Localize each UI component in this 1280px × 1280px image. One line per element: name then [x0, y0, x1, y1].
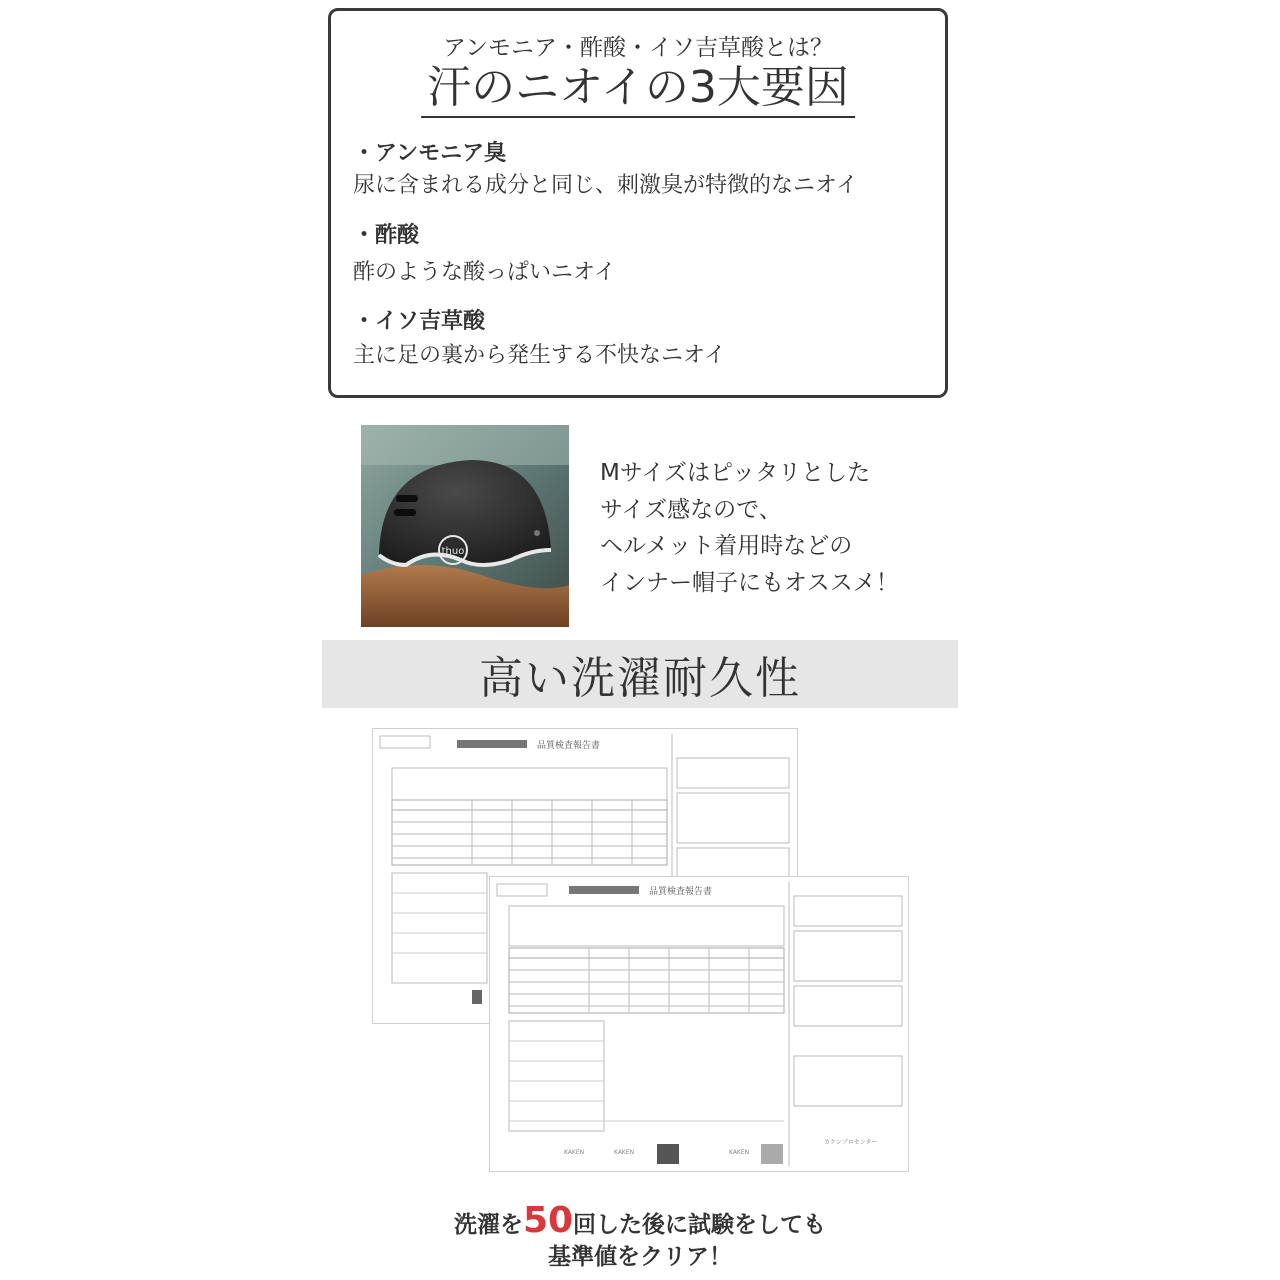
- odor-item-heading-isovaleric: ・イソ吉草酸: [353, 309, 486, 334]
- odor-item-desc-acetic: 酢のような酸っぱいニオイ: [353, 260, 616, 285]
- odor-item-heading-acetic: ・酢酸: [353, 223, 420, 248]
- report-footer-brand: KAKEN: [614, 1149, 635, 1156]
- wash-durability-title: 高い洗濯耐久性: [479, 653, 801, 704]
- wash-caption-post: 回した後に試験をしても: [573, 1212, 827, 1238]
- odor-box-title: 汗のニオイの3大要因: [421, 63, 855, 118]
- wash-durability-band: [322, 640, 958, 708]
- helmet-desc-line: サイズ感なので、: [600, 496, 782, 523]
- odor-info-box: [328, 8, 948, 398]
- report-title: 品質検査報告書: [649, 887, 713, 897]
- report-title: 品質検査報告書: [537, 741, 601, 751]
- helmet-logo: thuo: [441, 546, 465, 557]
- odor-box-subtitle: アンモニア・酢酸・イソ吉草酸とは？: [442, 35, 834, 61]
- helmet-desc-line: インナー帽子にもオススメ！: [600, 569, 899, 596]
- helmet-desc-line: ヘルメット着用時などの: [600, 533, 853, 559]
- report-footer-brand: KAKEN: [564, 1149, 585, 1156]
- report-document-front: [489, 876, 909, 1176]
- report-footer-brand: KAKEN: [729, 1149, 750, 1156]
- wash-caption-pre: 洗濯を: [453, 1212, 523, 1238]
- helmet-desc-line: Mサイズはピッタリとした: [600, 460, 871, 486]
- wash-caption-line2: 基準値をクリア！: [548, 1244, 732, 1270]
- odor-item-desc-isovaleric: 主に足の裏から発生する不快なニオイ: [353, 343, 726, 368]
- odor-item-heading-ammonia: ・アンモニア臭: [353, 141, 507, 166]
- odor-item-desc-ammonia: 尿に含まれる成分と同じ、刺激臭が特徴的なニオイ: [353, 173, 858, 198]
- wash-caption-line1: [0, 1200, 1280, 1241]
- helmet-photo: [361, 425, 569, 627]
- report-office-name: カケンプロセンター: [824, 1139, 878, 1146]
- helmet-description: [600, 455, 899, 601]
- wash-count: 50: [522, 1200, 574, 1241]
